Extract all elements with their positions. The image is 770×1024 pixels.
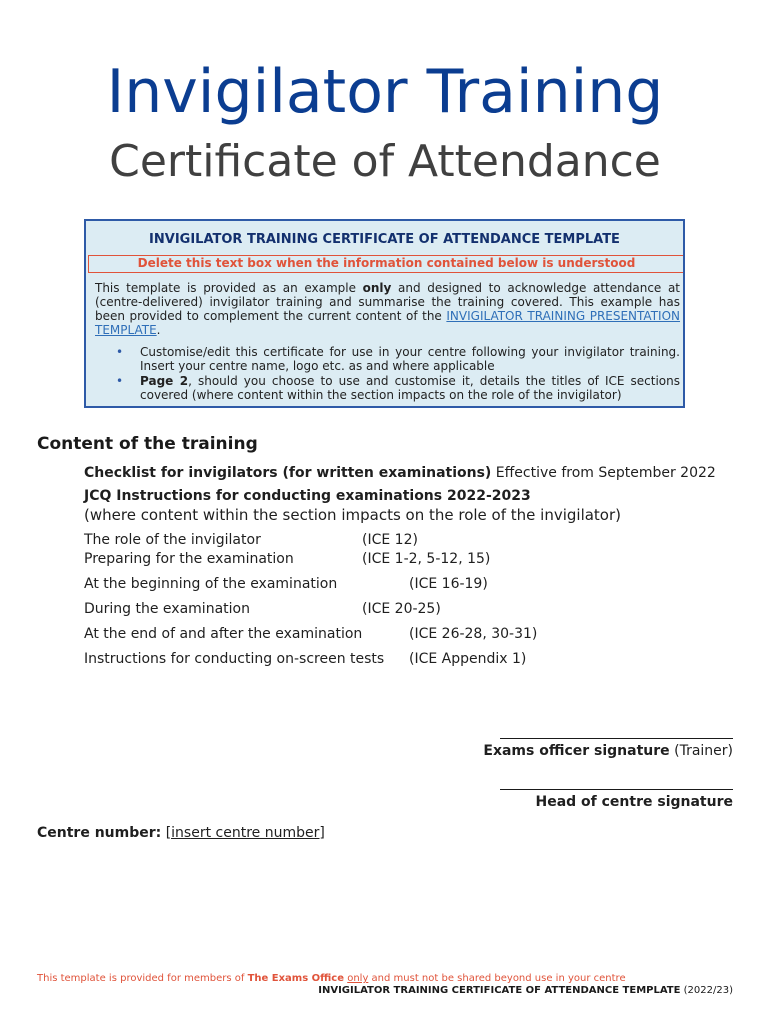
footer-text-start: This template is provided for members of <box>37 973 248 984</box>
jcq-note: (where content within the section impacts on the role of the invigilator) <box>84 506 622 524</box>
exams-officer-signature-line[interactable] <box>500 738 733 739</box>
topic-label: During the examination <box>84 601 250 617</box>
centre-number-label: Centre number: <box>37 825 162 841</box>
checklist-effective: Effective from September 2022 <box>491 465 716 481</box>
topic-label: Preparing for the examination <box>84 551 294 567</box>
list-item <box>112 374 680 402</box>
footer-notice <box>37 973 626 984</box>
topic-ice-ref: (ICE 26-28, 30-31) <box>409 626 538 642</box>
topic-ice-ref: (ICE 16-19) <box>409 576 488 592</box>
footer-only: only <box>347 973 369 984</box>
footer-template-year: (2022/23) <box>680 985 733 996</box>
trainer-note: (Trainer) <box>669 743 733 759</box>
exams-officer-label-bold: Exams officer signature <box>483 743 670 759</box>
bullet-text: , should you choose to use and customise it, details the titles of ICE sections covered (where content within the section impacts on the role of the invigilator) <box>140 374 681 402</box>
checklist-line <box>84 465 716 481</box>
footer-template-name: INVIGILATOR TRAINING CERTIFICATE OF ATTENDANCE TEMPLATE <box>318 985 681 996</box>
bullet-icon: • <box>116 345 124 359</box>
topic-ice-ref: (ICE 1-2, 5-12, 15) <box>362 551 491 567</box>
exams-officer-signature-label <box>483 743 733 759</box>
topic-label: At the end of and after the examination <box>84 626 363 642</box>
list-item <box>112 345 680 373</box>
topic-ice-ref: (ICE 12) <box>362 532 418 548</box>
intro-text-bold: only <box>362 281 392 295</box>
head-of-centre-signature-line[interactable] <box>500 789 733 790</box>
topic-label: Instructions for conducting on-screen tests <box>84 651 385 667</box>
page-subtitle: Certificate of Attendance <box>109 136 661 187</box>
centre-number-field[interactable]: [insert centre number] <box>165 825 325 841</box>
centre-number <box>37 825 325 841</box>
jcq-title: JCQ Instructions for conducting examinations 2022-2023 <box>84 488 531 504</box>
template-intro-text <box>95 281 680 337</box>
delete-notice: Delete this text box when the information contained below is understood <box>88 255 685 273</box>
topic-label: The role of the invigilator <box>84 532 261 548</box>
template-box-heading: INVIGILATOR TRAINING CERTIFICATE OF ATTENDANCE TEMPLATE <box>149 232 620 247</box>
topic-ice-ref: (ICE 20-25) <box>362 601 441 617</box>
content-heading: Content of the training <box>37 434 258 454</box>
footer-brand: The Exams Office <box>247 973 345 984</box>
page-title: Invigilator Training <box>106 57 664 127</box>
template-info-box <box>84 219 685 408</box>
checklist-title: Checklist for invigilators (for written examinations) <box>84 465 492 481</box>
head-of-centre-signature-label: Head of centre signature <box>535 794 733 810</box>
bullet-text: Customise/edit this certificate for use in your centre following your invigilator training. Insert your centre name, logo etc. as and where applicable <box>140 345 680 373</box>
intro-text-middle: and designed to acknowledge attendance at (centre-delivered) invigilator training and summarise the training covered. This example has been provided to complement the current content of the <box>95 281 680 323</box>
bullet-bold: Page 2 <box>140 374 189 388</box>
topic-ice-ref: (ICE Appendix 1) <box>409 651 527 667</box>
topic-label: At the beginning of the examination <box>84 576 338 592</box>
presentation-template-link[interactable]: INVIGILATOR TRAINING PRESENTATION TEMPLATE <box>95 309 681 337</box>
instructions-list <box>112 345 680 403</box>
intro-text-end: . <box>156 323 161 337</box>
footer-template-title <box>318 985 733 996</box>
footer-text-end: and must not be shared beyond use in your centre <box>368 973 626 984</box>
intro-text-start: This template is provided as an example <box>95 281 363 295</box>
bullet-icon: • <box>116 374 124 388</box>
